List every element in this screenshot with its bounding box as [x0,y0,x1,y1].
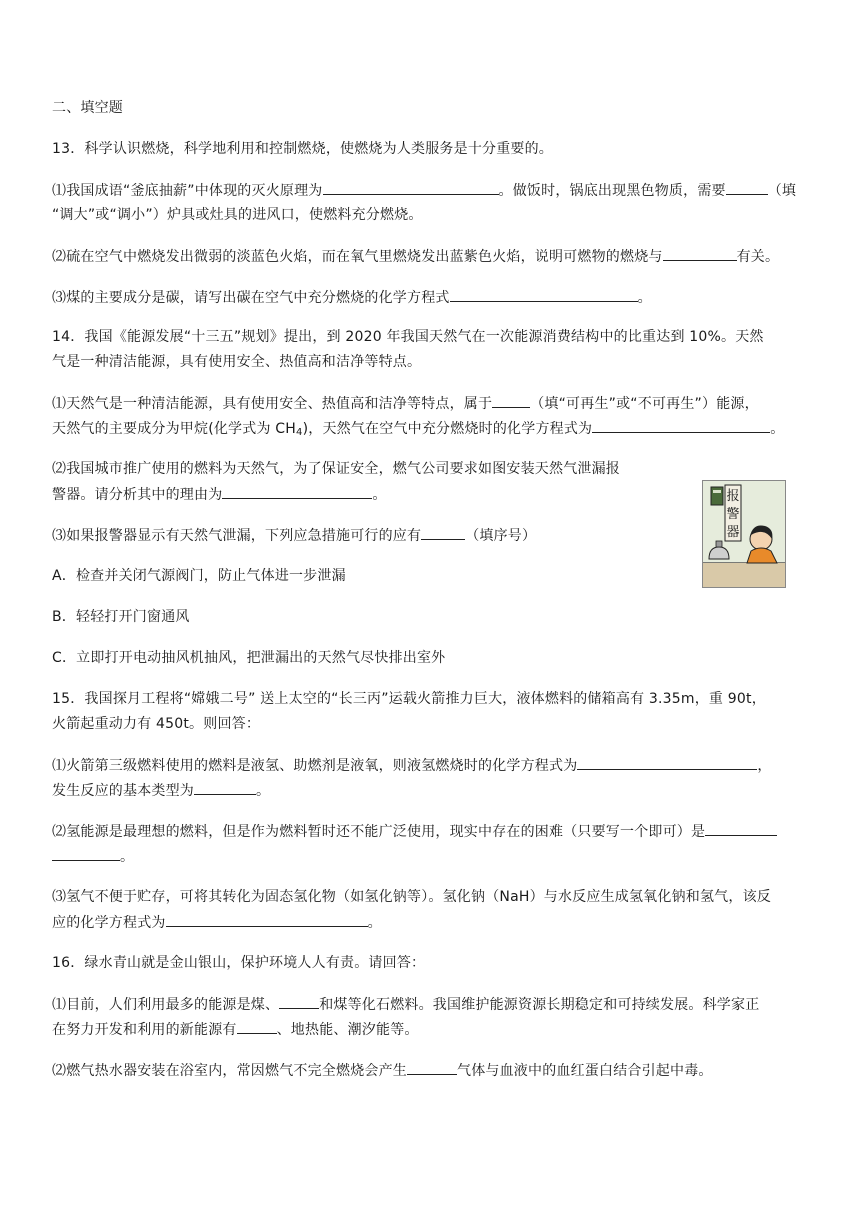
q14-stem-line1: 14．我国《能源发展“十三五”规划》提出，到 2020 年我国天然气在一次能源消费结构中的比重达到 10%。天然 [52,329,764,345]
q15-part2-text: ⑵氢能源是最理想的燃料，但是作为燃料暂时还不能广泛使用，现实中存在的困难（只要写一个即可）是 [52,824,706,840]
q16-part2-text-2: 气体与血液中的血红蛋白结合引起中毒。 [457,1063,713,1079]
answer-blank[interactable] [222,484,372,499]
section-title: 二、填空题 [52,100,123,116]
q13-stem: 13．科学认识燃烧，科学地利用和控制燃烧，使燃烧为人类服务是十分重要的。 [52,141,554,157]
answer-blank[interactable] [421,525,465,540]
q15-part2-line2 [52,846,134,867]
answer-blank[interactable] [663,246,737,261]
q14-part3-text: ⑶如果报警器显示有天然气泄漏，下列应急措施可行的应有 [52,528,422,544]
q13-part2 [52,246,779,267]
q15-part3-text: 应的化学方程式为 [52,915,166,931]
q13-part1-text-2: 。做饭时，锅底出现黑色物质，需要 [498,183,726,199]
subscript: 4 [296,427,303,438]
q14-part1-line1 [52,393,759,414]
answer-blank[interactable] [323,180,499,195]
q13-part2-text-2: 有关。 [736,249,780,265]
q16-part2-text: ⑵燃气热水器安装在浴室内，常因燃气不完全燃烧会产生 [52,1063,407,1079]
q15-stem-line2: 火箭起重动力有 450t。则回答： [52,716,261,732]
q14-part3 [52,525,536,546]
q16-part1-text: ⑴目前，人们利用最多的能源是煤、 [52,997,280,1013]
answer-blank[interactable] [705,821,777,836]
q14-part1-formula-text: 天然气的主要成分为甲烷(化学式为 CH [52,421,297,437]
q13-part1-line1 [52,180,796,201]
q14-part3-text-2: （填序号） [465,528,537,544]
q15-part1-text-4: 。 [256,783,271,799]
q14-option-b: B．轻轻打开门窗通风 [52,609,190,625]
q14-stem-line2: 气是一种清洁能源，具有使用安全、热值高和洁净等特点。 [52,354,422,370]
q15-part3-line2 [52,912,382,933]
alarm-label-char-1: 报 [726,489,740,504]
gas-alarm-figure [702,480,786,588]
q14-part2-text: 警器。请分析其中的理由为 [52,487,223,503]
q13-part3-text-2: 。 [637,290,652,306]
answer-blank[interactable] [166,912,368,927]
q16-part1-line1 [52,994,759,1015]
q16-part1-text-3: 在努力开发和利用的新能源有 [52,1022,237,1038]
q15-part3-text-2: 。 [367,915,382,931]
answer-blank[interactable] [237,1019,277,1034]
answer-blank[interactable] [194,780,256,795]
q14-part2-text-2: 。 [372,487,387,503]
answer-blank[interactable] [407,1060,457,1075]
q13-part2-text: ⑵硫在空气中燃烧发出微弱的淡蓝色火焰，而在氧气里燃烧发出蓝紫色火焰，说明可燃物的燃烧与 [52,249,663,265]
alarm-label-char-3: 器 [726,525,740,540]
q15-part1-text-2: ， [757,758,772,774]
q14-part1-text-4: 。 [770,421,785,437]
q16-part1-text-2: 和煤等化石燃料。我国维护能源资源长期稳定和可持续发展。科学家正 [319,997,760,1013]
q16-part1-text-4: 、地热能、潮汐能等。 [276,1022,419,1038]
answer-blank[interactable] [592,418,770,433]
q14-part2-line1: ⑵我国城市推广使用的燃料为天然气，为了保证安全，燃气公司要求如图安装天然气泄漏报 [52,461,620,477]
q16-part2 [52,1060,713,1081]
q15-part2-line1 [52,821,777,842]
answer-blank[interactable] [450,287,638,302]
q13-part1-line2: “调大”或“调小”）炉具或灶具的进风口，使燃料充分燃烧。 [52,207,423,223]
answer-blank[interactable] [492,393,530,408]
q13-part3-text: ⑶煤的主要成分是碳，请写出碳在空气中充分燃烧的化学方程式 [52,290,450,306]
q15-stem-line1: 15．我国探月工程将“嫦娥二号” 送上太空的“长三丙”运载火箭推力巨大，液体燃料的储箱高有 3.35m，重 90t， [52,691,766,707]
q16-part1-line2 [52,1019,419,1040]
q14-part1-text-2: （填“可再生”或“不可再生”）能源， [530,396,759,412]
q14-part2-line2 [52,484,387,505]
answer-blank[interactable] [577,755,757,770]
q14-part1-text: ⑴天然气是一种清洁能源，具有使用安全、热值高和洁净等特点，属于 [52,396,493,412]
answer-blank[interactable] [52,846,120,861]
q13-part1-text-3: （填 [767,183,797,199]
q16-stem: 16．绿水青山就是金山银山，保护环境人人有责。请回答： [52,955,426,971]
q14-part1-text-3: )，天然气在空气中充分燃烧时的化学方程式为 [302,421,593,437]
gas-alarm-illustration [703,481,785,587]
q13-part3 [52,287,652,308]
q15-part1-text-3: 发生反应的基本类型为 [52,783,194,799]
q15-part1-text: ⑴火箭第三级燃料使用的燃料是液氢、助燃剂是液氧，则液氢燃烧时的化学方程式为 [52,758,578,774]
q14-option-a: A．检查并关闭气源阀门，防止气体进一步泄漏 [52,568,346,584]
q15-part2-text-2: 。 [120,849,135,865]
q14-option-c: C．立即打开电动抽风机抽风，把泄漏出的天然气尽快排出室外 [52,650,446,666]
q13-part1-text: ⑴我国成语“釜底抽薪”中体现的灭火原理为 [52,183,323,199]
answer-blank[interactable] [279,994,319,1009]
answer-blank[interactable] [726,180,768,195]
alarm-label-char-2: 警 [726,507,740,522]
q15-part1-line2 [52,780,270,801]
q14-part1-line2 [52,418,784,443]
q15-part1-line1 [52,755,772,776]
q15-part3-line1: ⑶氢气不便于贮存，可将其转化为固态氢化物（如氢化钠等）。氢化钠（NaH）与水反应生成氢氧化钠和氢气，该反 [52,889,771,905]
